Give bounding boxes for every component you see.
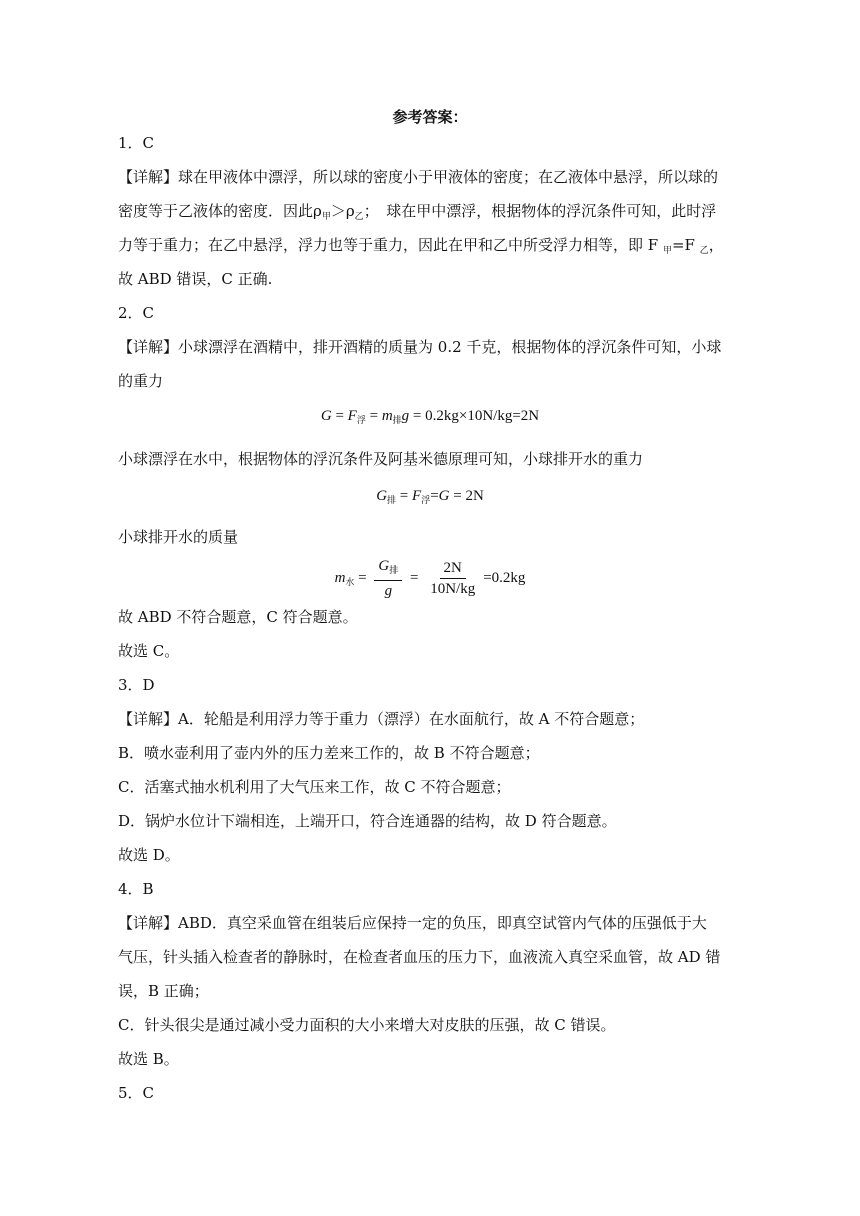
equation-mass: $m_水$ = $\frac{G_排}{g}$ = $\frac{2N}{10N/kg}$ =0.2kg (334, 558, 526, 599)
q4-line: C．针头很尖是通过减小受力面积的大小来增大对皮肤的压强，故 C 错误。 (118, 1016, 616, 1034)
q4-line: 误，B 正确； (118, 982, 209, 1000)
q2-line: 的重力 (118, 372, 164, 390)
q2-line: 小球排开水的质量 (118, 528, 239, 546)
q5-number: 5．C (118, 1084, 155, 1102)
equation-displaced-weight: $G_排 = F_浮=G = 2N$ (376, 488, 484, 505)
page-title: 参考答案： (392, 108, 468, 126)
q2-line: 【详解】小球漂浮在酒精中，排开酒精的质量为 0.2 千克，根据物体的浮沉条件可知，小球 (118, 338, 722, 356)
q2-line: 故选 C。 (118, 642, 180, 660)
q3-line: 故选 D。 (118, 846, 180, 864)
q2-number: 2．C (118, 304, 155, 322)
q1-line: 密度等于乙液体的密度．因此$\rho_甲>\rho_乙$； 球在甲中漂浮，根据物体的浮沉条件可知，此时浮 (118, 202, 717, 222)
equation-weight: $G = F_浮 = m_排g = 0.2kg\times 10N/kg=2N$ (320, 408, 540, 425)
q3-number: 3．D (118, 676, 155, 694)
q4-line: 故选 B。 (118, 1050, 179, 1068)
q3-line: B．喷水壶利用了壶内外的压力差来工作的，故 B 不符合题意； (118, 744, 540, 762)
q4-line: 气压，针头插入检查者的静脉时，在检查者血压的压力下，血液流入真空采血管，故 AD 错 (118, 948, 721, 966)
fraction: $\frac{2N}{10N/kg}$ (430, 560, 476, 597)
q4-line: 【详解】ABD．真空采血管在组装后应保持一定的负压，即真空试管内气体的压强低于大 (118, 914, 707, 932)
q1-number: 1．C (118, 134, 155, 152)
q4-number: 4．B (118, 880, 154, 898)
q3-line: C．活塞式抽水机利用了大气压来工作，故 C 不符合题意； (118, 778, 511, 796)
q1-line: 力等于重力；在乙中悬浮，浮力也等于重力，因此在甲和乙中所受浮力相等，即 F $_甲$=F $_乙$， (118, 236, 724, 256)
q2-line: 故 ABD 不符合题意，C 符合题意。 (118, 608, 358, 626)
q3-line: 【详解】A．轮船是利用浮力等于重力（漂浮）在水面航行，故 A 不符合题意； (118, 710, 645, 728)
q1-line: 故 ABD 错误，C 正确. (118, 270, 273, 288)
q2-line: 小球漂浮在水中，根据物体的浮沉条件及阿基米德原理可知，小球排开水的重力 (118, 450, 644, 468)
q1-line: 【详解】球在甲液体中漂浮，所以球的密度小于甲液体的密度；在乙液体中悬浮，所以球的 (118, 168, 719, 186)
fraction: $\frac{G_排}{g}$ (374, 556, 402, 601)
q3-line: D．锅炉水位计下端相连，上端开口，符合连通器的结构，故 D 符合题意。 (118, 812, 617, 830)
